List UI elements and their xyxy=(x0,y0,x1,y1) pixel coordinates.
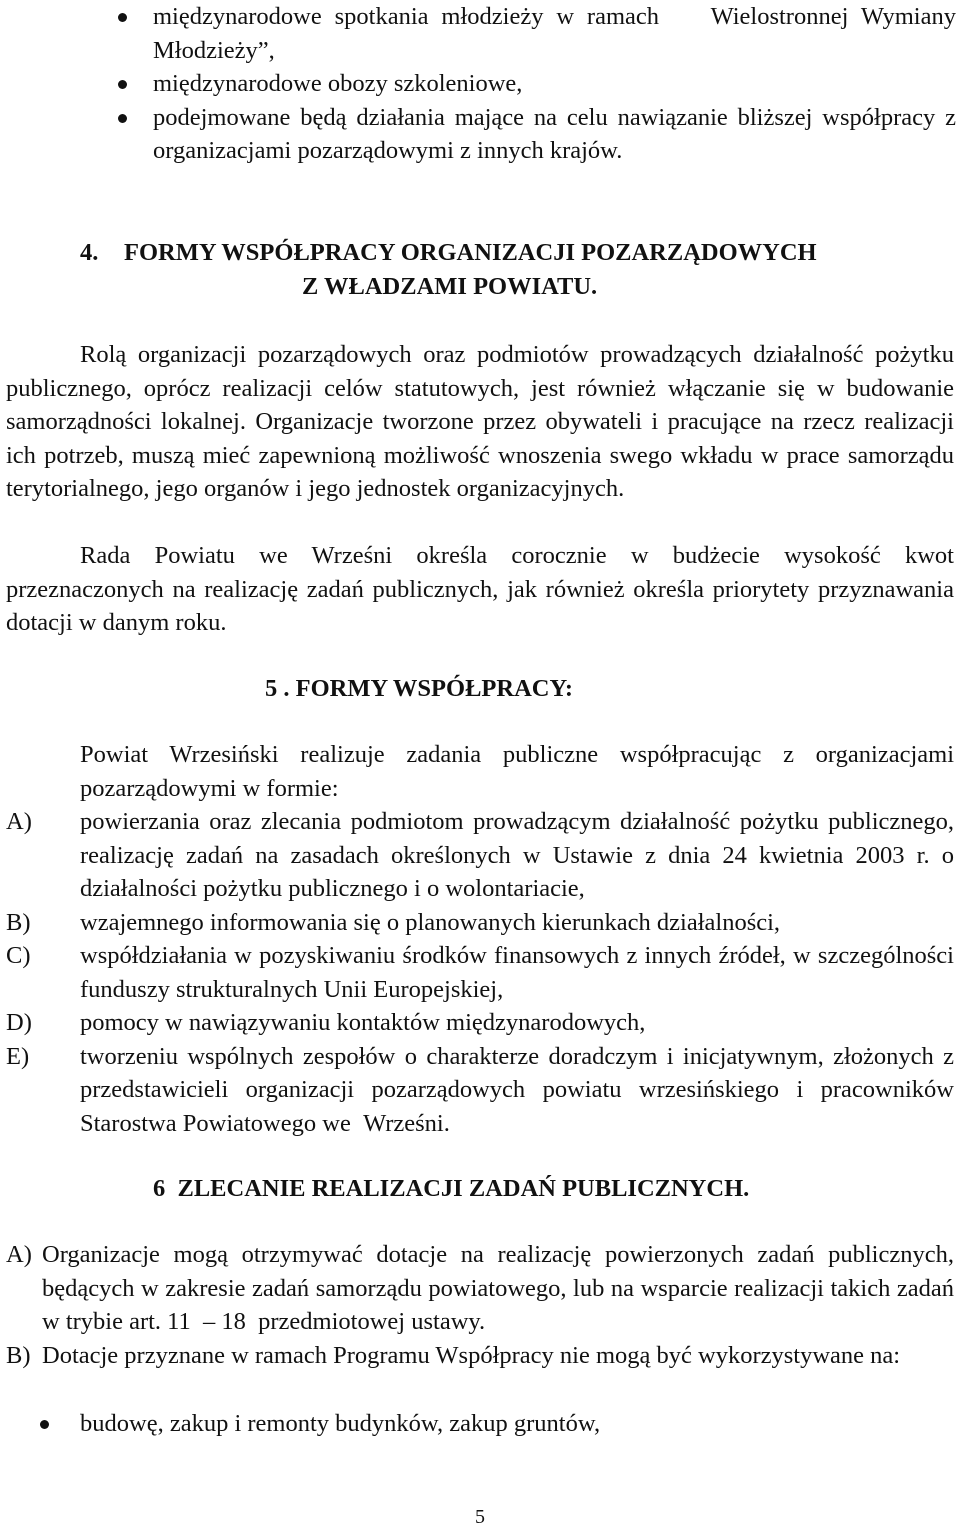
item-text: powierzania oraz zlecania podmiotom prowadzącym działalność pożytku publicznego, realizację zadań na zasadach określonych w Ustawie z dnia 24 kwietnia 2003 r. o działalności pożytku publicznego i o wolontariacie, xyxy=(80,808,954,902)
section-5-heading: 5 . FORMY WSPÓŁPRACY: xyxy=(265,675,574,702)
bullet-icon xyxy=(40,1420,49,1429)
section-6-heading: 6 ZLECANIE REALIZACJI ZADAŃ PUBLICZNYCH. xyxy=(153,1175,750,1202)
top-bullet-list xyxy=(0,0,960,168)
page-number: 5 xyxy=(475,1506,485,1528)
list-item xyxy=(0,1238,960,1339)
list-item xyxy=(0,1339,960,1373)
item-label: E) xyxy=(6,1042,30,1070)
item-label: A) xyxy=(6,808,32,835)
item-text: pomocy w nawiązywaniu kontaktów międzynarodowych, xyxy=(80,1009,646,1036)
section-number: 4. xyxy=(80,239,99,266)
item-label: B) xyxy=(6,908,31,936)
list-item xyxy=(0,67,960,101)
item-label: C) xyxy=(6,942,31,969)
bullet-text: budowę, zakup i remonty budynków, zakup gruntów, xyxy=(80,1410,601,1437)
bullet-text: podejmowane będą działania mające na celu nawiązanie bliższej współpracy z organizacjami pozarządowymi z innych krajów. xyxy=(153,103,956,164)
list-item xyxy=(0,1040,960,1141)
section-6-list xyxy=(0,1238,960,1372)
bullet-text: międzynarodowe spotkania młodzieży w ramach Wielostronnej Wymiany Młodzieży”, xyxy=(153,3,956,64)
section-4-paragraph-1: Rolą organizacji pozarządowych oraz podmiotów prowadzących działalność pożytku publicznego, oprócz realizacji celów statutowych, jest również włączanie się w budowanie samorządności lokalnej. Organizacje tworzone przez obywateli i pracujące na rzecz realizacji ich potrzeb, muszą mieć zapewnioną możliwość wnoszenia swego wkładu w prace samorządu terytorialnego, jego organów i jego jednostek organizacyjnych. xyxy=(6,341,954,502)
list-item xyxy=(0,906,960,940)
item-label: D) xyxy=(6,1009,32,1036)
list-item xyxy=(0,805,960,906)
item-text: Organizacje mogą otrzymywać dotacje na realizację powierzonych zadań publicznych, będących w zakresie zadań samorządu powiatowego, lub na wsparcie realizacji takich zadań w trybie art. 11 – 18 przedmiotowej ustawy. xyxy=(42,1241,954,1335)
section-title-line-1: FORMY WSPÓŁPRACY ORGANIZACJI POZARZĄDOWYCH xyxy=(124,239,817,266)
bullet-icon xyxy=(118,80,127,89)
bullet-text: międzynarodowe obozy szkoleniowe, xyxy=(153,70,523,97)
list-item xyxy=(0,1006,960,1040)
item-label: A) xyxy=(6,1241,32,1268)
bullet-icon xyxy=(118,13,127,22)
list-item xyxy=(0,939,960,1006)
bullet-icon xyxy=(118,114,127,123)
section-4-paragraph-2: Rada Powiatu we Wrześni określa corocznie w budżecie wysokość kwot przeznaczonych na realizację zadań publicznych, jak również określa priorytety przyznawania dotacji w danym roku. xyxy=(6,542,954,636)
item-label: B) xyxy=(6,1341,31,1369)
item-text: tworzeniu wspólnych zespołów o charakterze doradczym i inicjatywnym, złożonych z przedstawicieli organizacji pozarządowych powiatu wrzesińskiego i pracowników Starostwa Powiatowego we Wrześni. xyxy=(80,1042,954,1137)
item-text: współdziałania w pozyskiwaniu środków finansowych z innych źródeł, w szczególności funduszy strukturalnych Unii Europejskiej, xyxy=(80,942,954,1003)
list-item xyxy=(0,1407,960,1441)
list-item xyxy=(0,0,960,67)
section-5-list xyxy=(0,805,960,1140)
section-title-line-2: Z WŁADZAMI POWIATU. xyxy=(302,273,598,300)
section-5-intro: Powiat Wrzesiński realizuje zadania publiczne współpracując z organizacjami pozarządowymi w formie: xyxy=(80,741,954,802)
section-6-bullet-list xyxy=(0,1407,960,1441)
item-text: Dotacje przyznane w ramach Programu Współpracy nie mogą być wykorzystywane na: xyxy=(42,1341,901,1369)
list-item xyxy=(0,101,960,168)
item-text: wzajemnego informowania się o planowanych kierunkach działalności, xyxy=(80,908,781,936)
